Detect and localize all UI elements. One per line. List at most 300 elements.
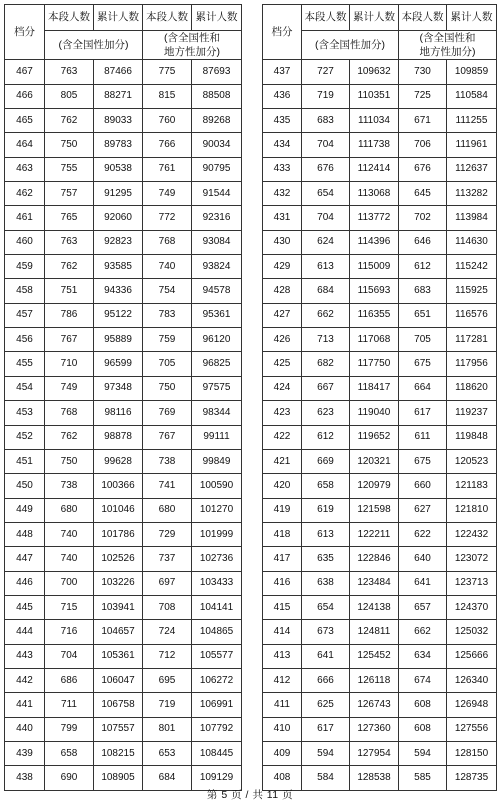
table-row — [5, 474, 242, 498]
cumulative-count-cell: 113068 — [350, 182, 399, 206]
score-cell: 408 — [263, 766, 302, 790]
cumulative-count-cell: 97348 — [94, 376, 143, 400]
segment-count-local-cell: 675 — [399, 352, 447, 376]
table-row — [263, 182, 497, 206]
cumulative-count-cell: 112414 — [350, 157, 399, 181]
segment-count-cell: 755 — [45, 157, 94, 181]
score-cell: 423 — [263, 401, 302, 425]
cumulative-count-header: 累计人数 — [350, 5, 399, 31]
segment-count-local-cell: 729 — [143, 522, 192, 546]
table-row — [263, 84, 497, 108]
segment-count-local-cell: 675 — [399, 449, 447, 473]
score-cell: 459 — [5, 255, 45, 279]
segment-count-local-cell: 712 — [143, 644, 192, 668]
score-cell: 441 — [5, 693, 45, 717]
cumulative-count-local-cell: 121810 — [447, 498, 497, 522]
segment-count-local-cell: 651 — [399, 303, 447, 327]
segment-count-local-cell: 695 — [143, 668, 192, 692]
score-cell: 418 — [263, 522, 302, 546]
cumulative-count-cell: 93585 — [94, 255, 143, 279]
cumulative-count-local-cell: 107792 — [192, 717, 242, 741]
cumulative-count-cell: 98116 — [94, 401, 143, 425]
segment-count-cell: 805 — [45, 84, 94, 108]
segment-count-local-cell: 662 — [399, 620, 447, 644]
segment-count-local-cell: 594 — [399, 741, 447, 765]
segment-count-cell: 711 — [45, 693, 94, 717]
segment-count-cell: 676 — [302, 157, 350, 181]
segment-count-cell: 740 — [45, 547, 94, 571]
score-table-right-body — [263, 5, 497, 791]
table-row — [263, 474, 497, 498]
cumulative-count-cell: 95889 — [94, 328, 143, 352]
segment-count-cell: 617 — [302, 717, 350, 741]
segment-count-cell: 641 — [302, 644, 350, 668]
segment-count-local-cell: 676 — [399, 157, 447, 181]
table-row — [5, 230, 242, 254]
cumulative-count-local-cell: 115242 — [447, 255, 497, 279]
segment-count-cell: 719 — [302, 84, 350, 108]
table-row — [263, 522, 497, 546]
cumulative-count-local-cell: 106272 — [192, 668, 242, 692]
table-row — [263, 449, 497, 473]
segment-count-cell: 713 — [302, 328, 350, 352]
header-row — [263, 5, 497, 31]
local-bonus-note-line2: 地方性加分) — [164, 46, 220, 59]
score-cell: 419 — [263, 498, 302, 522]
table-row — [5, 182, 242, 206]
segment-count-cell: 654 — [302, 182, 350, 206]
score-cell: 436 — [263, 84, 302, 108]
score-cell: 421 — [263, 449, 302, 473]
table-row — [263, 547, 497, 571]
score-cell: 463 — [5, 157, 45, 181]
segment-count-local-cell: 641 — [399, 571, 447, 595]
score-cell: 466 — [5, 84, 45, 108]
segment-count-local-cell: 674 — [399, 668, 447, 692]
segment-count-cell: 662 — [302, 303, 350, 327]
segment-count-local-cell: 772 — [143, 206, 192, 230]
cumulative-count-cell: 126118 — [350, 668, 399, 692]
cumulative-count-local-cell: 99111 — [192, 425, 242, 449]
cumulative-count-cell: 124138 — [350, 595, 399, 619]
segment-count-cell: 710 — [45, 352, 94, 376]
table-row — [5, 303, 242, 327]
cumulative-count-cell: 116355 — [350, 303, 399, 327]
cumulative-count-local-cell: 89268 — [192, 109, 242, 133]
score-cell: 454 — [5, 376, 45, 400]
cumulative-count-local-cell: 126948 — [447, 693, 497, 717]
segment-count-cell: 751 — [45, 279, 94, 303]
cumulative-count-cell: 124811 — [350, 620, 399, 644]
segment-count-local-cell: 769 — [143, 401, 192, 425]
page-footer: 第 5 页 / 共 11 页 — [206, 789, 294, 801]
segment-count-cell: 623 — [302, 401, 350, 425]
segment-count-local-cell: 725 — [399, 84, 447, 108]
cumulative-count-cell: 91295 — [94, 182, 143, 206]
segment-count-local-cell: 680 — [143, 498, 192, 522]
cumulative-count-cell: 120979 — [350, 474, 399, 498]
score-cell: 438 — [5, 766, 45, 790]
segment-count-cell: 750 — [45, 133, 94, 157]
score-cell: 428 — [263, 279, 302, 303]
segment-count-local-cell: 783 — [143, 303, 192, 327]
cumulative-count-local-cell: 100590 — [192, 474, 242, 498]
cumulative-count-cell: 114396 — [350, 230, 399, 254]
cumulative-count-local-cell: 123072 — [447, 547, 497, 571]
score-cell: 409 — [263, 741, 302, 765]
segment-count-cell: 658 — [302, 474, 350, 498]
segment-count-cell: 683 — [302, 109, 350, 133]
segment-count-local-cell: 697 — [143, 571, 192, 595]
score-table-right — [262, 4, 497, 791]
segment-count-cell: 750 — [45, 449, 94, 473]
score-cell: 462 — [5, 182, 45, 206]
score-cell: 450 — [5, 474, 45, 498]
score-cell: 410 — [263, 717, 302, 741]
cumulative-count-local-cell: 101270 — [192, 498, 242, 522]
table-row — [263, 157, 497, 181]
segment-count-cell: 749 — [45, 376, 94, 400]
segment-count-local-cell: 724 — [143, 620, 192, 644]
national-bonus-note: (含全国性加分) — [302, 31, 399, 60]
cumulative-count-local-cell: 93084 — [192, 230, 242, 254]
segment-count-cell: 727 — [302, 60, 350, 84]
score-cell: 439 — [5, 741, 45, 765]
segment-count-cell: 704 — [302, 206, 350, 230]
table-row — [5, 352, 242, 376]
segment-count-cell: 690 — [45, 766, 94, 790]
cumulative-count-cell: 103941 — [94, 595, 143, 619]
segment-count-local-cell: 760 — [143, 109, 192, 133]
cumulative-count-cell: 95122 — [94, 303, 143, 327]
cumulative-count-cell: 115693 — [350, 279, 399, 303]
segment-count-local-cell: 750 — [143, 376, 192, 400]
score-column-header: 档分 — [5, 5, 45, 60]
cumulative-count-cell: 118417 — [350, 376, 399, 400]
cumulative-count-local-cell: 113282 — [447, 182, 497, 206]
cumulative-count-local-cell: 115925 — [447, 279, 497, 303]
segment-count-cell: 612 — [302, 425, 350, 449]
segment-count-header: 本段人数 — [399, 5, 447, 31]
cumulative-count-local-cell: 92316 — [192, 206, 242, 230]
segment-count-cell: 740 — [45, 522, 94, 546]
segment-count-cell: 613 — [302, 522, 350, 546]
cumulative-count-cell: 127360 — [350, 717, 399, 741]
score-cell: 453 — [5, 401, 45, 425]
cumulative-count-local-cell: 105577 — [192, 644, 242, 668]
table-row — [263, 352, 497, 376]
table-row — [5, 157, 242, 181]
table-row — [5, 206, 242, 230]
cumulative-count-header: 累计人数 — [192, 5, 242, 31]
score-column-header: 档分 — [263, 5, 302, 60]
table-row — [263, 303, 497, 327]
segment-count-cell: 658 — [45, 741, 94, 765]
cumulative-count-cell: 117750 — [350, 352, 399, 376]
cumulative-count-local-cell: 96120 — [192, 328, 242, 352]
cumulative-count-local-cell: 108445 — [192, 741, 242, 765]
table-row — [263, 255, 497, 279]
segment-count-local-cell: 684 — [143, 766, 192, 790]
cumulative-count-local-cell: 114630 — [447, 230, 497, 254]
table-row — [5, 109, 242, 133]
segment-count-local-cell: 815 — [143, 84, 192, 108]
cumulative-count-cell: 106758 — [94, 693, 143, 717]
cumulative-count-local-cell: 127556 — [447, 717, 497, 741]
table-row — [263, 401, 497, 425]
cumulative-count-local-cell: 123713 — [447, 571, 497, 595]
score-cell: 424 — [263, 376, 302, 400]
local-bonus-note — [143, 31, 242, 60]
score-cell: 417 — [263, 547, 302, 571]
table-row — [5, 279, 242, 303]
cumulative-count-local-cell: 90034 — [192, 133, 242, 157]
cumulative-count-cell: 102526 — [94, 547, 143, 571]
table-row — [5, 328, 242, 352]
score-cell: 448 — [5, 522, 45, 546]
table-row — [263, 717, 497, 741]
score-cell: 445 — [5, 595, 45, 619]
score-cell: 449 — [5, 498, 45, 522]
cumulative-count-cell: 94336 — [94, 279, 143, 303]
cumulative-count-cell: 105361 — [94, 644, 143, 668]
score-cell: 412 — [263, 668, 302, 692]
cumulative-count-header: 累计人数 — [447, 5, 497, 31]
cumulative-count-local-cell: 94578 — [192, 279, 242, 303]
segment-count-local-cell: 640 — [399, 547, 447, 571]
segment-count-cell: 738 — [45, 474, 94, 498]
score-cell: 452 — [5, 425, 45, 449]
cumulative-count-cell: 127954 — [350, 741, 399, 765]
cumulative-count-local-cell: 95361 — [192, 303, 242, 327]
cumulative-count-cell: 111738 — [350, 133, 399, 157]
segment-count-cell: 763 — [45, 230, 94, 254]
cumulative-count-local-cell: 128150 — [447, 741, 497, 765]
segment-count-local-cell: 705 — [399, 328, 447, 352]
segment-count-local-cell: 749 — [143, 182, 192, 206]
segment-count-local-cell: 759 — [143, 328, 192, 352]
table-row — [263, 279, 497, 303]
cumulative-count-local-cell: 118620 — [447, 376, 497, 400]
cumulative-count-cell: 123484 — [350, 571, 399, 595]
cumulative-count-cell: 89783 — [94, 133, 143, 157]
cumulative-count-cell: 111034 — [350, 109, 399, 133]
cumulative-count-cell: 108905 — [94, 766, 143, 790]
score-cell: 465 — [5, 109, 45, 133]
segment-count-local-cell: 766 — [143, 133, 192, 157]
score-cell: 431 — [263, 206, 302, 230]
cumulative-count-cell: 117068 — [350, 328, 399, 352]
score-table-left-body — [5, 5, 242, 791]
table-row — [263, 133, 497, 157]
segment-count-cell: 619 — [302, 498, 350, 522]
header-row — [5, 5, 242, 31]
score-cell: 430 — [263, 230, 302, 254]
table-row — [263, 230, 497, 254]
segment-count-local-cell: 730 — [399, 60, 447, 84]
score-cell: 457 — [5, 303, 45, 327]
cumulative-count-cell: 119652 — [350, 425, 399, 449]
score-cell: 437 — [263, 60, 302, 84]
table-row — [263, 60, 497, 84]
table-row — [5, 376, 242, 400]
segment-count-local-cell: 585 — [399, 766, 447, 790]
segment-count-local-cell: 775 — [143, 60, 192, 84]
cumulative-count-local-cell: 111961 — [447, 133, 497, 157]
segment-count-local-cell: 627 — [399, 498, 447, 522]
segment-count-local-cell: 683 — [399, 279, 447, 303]
segment-count-local-cell: 754 — [143, 279, 192, 303]
segment-count-cell: 584 — [302, 766, 350, 790]
cumulative-count-cell: 101786 — [94, 522, 143, 546]
cumulative-count-local-cell: 119848 — [447, 425, 497, 449]
cumulative-count-local-cell: 103433 — [192, 571, 242, 595]
segment-count-local-cell: 801 — [143, 717, 192, 741]
segment-count-local-cell: 617 — [399, 401, 447, 425]
cumulative-count-local-cell: 104865 — [192, 620, 242, 644]
segment-count-local-cell: 702 — [399, 206, 447, 230]
cumulative-count-local-cell: 121183 — [447, 474, 497, 498]
cumulative-count-cell: 100366 — [94, 474, 143, 498]
segment-count-local-cell: 719 — [143, 693, 192, 717]
score-cell: 416 — [263, 571, 302, 595]
score-cell: 460 — [5, 230, 45, 254]
cumulative-count-local-cell: 125032 — [447, 620, 497, 644]
cumulative-count-cell: 89033 — [94, 109, 143, 133]
table-row — [5, 693, 242, 717]
segment-count-cell: 700 — [45, 571, 94, 595]
segment-count-local-cell: 738 — [143, 449, 192, 473]
segment-count-cell: 799 — [45, 717, 94, 741]
score-cell: 422 — [263, 425, 302, 449]
score-cell: 446 — [5, 571, 45, 595]
score-cell: 434 — [263, 133, 302, 157]
segment-count-cell: 765 — [45, 206, 94, 230]
segment-count-local-cell: 671 — [399, 109, 447, 133]
cumulative-count-local-cell: 90795 — [192, 157, 242, 181]
cumulative-count-local-cell: 126340 — [447, 668, 497, 692]
table-row — [5, 449, 242, 473]
cumulative-count-local-cell: 117281 — [447, 328, 497, 352]
segment-count-cell: 635 — [302, 547, 350, 571]
segment-count-cell: 768 — [45, 401, 94, 425]
score-cell: 420 — [263, 474, 302, 498]
segment-count-local-cell: 768 — [143, 230, 192, 254]
cumulative-count-local-cell: 109859 — [447, 60, 497, 84]
cumulative-count-local-cell: 97575 — [192, 376, 242, 400]
segment-count-cell: 594 — [302, 741, 350, 765]
segment-count-cell: 667 — [302, 376, 350, 400]
segment-count-local-cell: 634 — [399, 644, 447, 668]
segment-count-cell: 673 — [302, 620, 350, 644]
segment-count-local-cell: 611 — [399, 425, 447, 449]
cumulative-count-local-cell: 102736 — [192, 547, 242, 571]
score-cell: 414 — [263, 620, 302, 644]
segment-count-cell: 763 — [45, 60, 94, 84]
score-cell: 427 — [263, 303, 302, 327]
cumulative-count-local-cell: 116576 — [447, 303, 497, 327]
segment-count-cell: 762 — [45, 255, 94, 279]
segment-count-local-cell: 664 — [399, 376, 447, 400]
score-cell: 442 — [5, 668, 45, 692]
segment-count-cell: 680 — [45, 498, 94, 522]
cumulative-count-local-cell: 117956 — [447, 352, 497, 376]
national-bonus-note: (含全国性加分) — [45, 31, 143, 60]
table-row — [263, 595, 497, 619]
table-row — [263, 425, 497, 449]
cumulative-count-local-cell: 87693 — [192, 60, 242, 84]
cumulative-count-cell: 103226 — [94, 571, 143, 595]
table-row — [5, 547, 242, 571]
cumulative-count-local-cell: 109129 — [192, 766, 242, 790]
score-cell: 455 — [5, 352, 45, 376]
table-row — [5, 425, 242, 449]
cumulative-count-local-cell: 112637 — [447, 157, 497, 181]
cumulative-count-cell: 101046 — [94, 498, 143, 522]
cumulative-count-local-cell: 96825 — [192, 352, 242, 376]
table-row — [263, 741, 497, 765]
cumulative-count-cell: 104657 — [94, 620, 143, 644]
local-bonus-note — [399, 31, 497, 60]
table-row — [5, 571, 242, 595]
table-row — [5, 741, 242, 765]
cumulative-count-cell: 125452 — [350, 644, 399, 668]
score-cell: 411 — [263, 693, 302, 717]
segment-count-cell: 666 — [302, 668, 350, 692]
segment-count-local-cell: 653 — [143, 741, 192, 765]
cumulative-count-local-cell: 104141 — [192, 595, 242, 619]
segment-count-header: 本段人数 — [143, 5, 192, 31]
score-cell: 456 — [5, 328, 45, 352]
segment-count-cell: 704 — [45, 644, 94, 668]
local-bonus-note-line1: (含全国性和 — [164, 32, 220, 44]
cumulative-count-cell: 122211 — [350, 522, 399, 546]
segment-count-local-cell: 657 — [399, 595, 447, 619]
cumulative-count-cell: 113772 — [350, 206, 399, 230]
score-cell: 413 — [263, 644, 302, 668]
score-cell: 425 — [263, 352, 302, 376]
cumulative-count-local-cell: 113984 — [447, 206, 497, 230]
cumulative-count-cell: 98878 — [94, 425, 143, 449]
table-row — [263, 693, 497, 717]
score-cell: 432 — [263, 182, 302, 206]
segment-count-local-cell: 645 — [399, 182, 447, 206]
cumulative-count-cell: 115009 — [350, 255, 399, 279]
cumulative-count-cell: 121598 — [350, 498, 399, 522]
score-cell: 433 — [263, 157, 302, 181]
table-row — [5, 522, 242, 546]
table-row — [263, 328, 497, 352]
segment-count-cell: 625 — [302, 693, 350, 717]
segment-count-local-cell: 705 — [143, 352, 192, 376]
cumulative-count-cell: 92060 — [94, 206, 143, 230]
segment-count-local-cell: 622 — [399, 522, 447, 546]
cumulative-count-cell: 122846 — [350, 547, 399, 571]
table-row — [5, 595, 242, 619]
cumulative-count-cell: 88271 — [94, 84, 143, 108]
segment-count-cell: 613 — [302, 255, 350, 279]
segment-count-cell: 704 — [302, 133, 350, 157]
local-bonus-note-line1: (含全国性和 — [419, 32, 476, 44]
segment-count-local-cell: 761 — [143, 157, 192, 181]
table-row — [263, 376, 497, 400]
table-row — [5, 84, 242, 108]
score-cell: 447 — [5, 547, 45, 571]
score-cell: 429 — [263, 255, 302, 279]
table-row — [263, 644, 497, 668]
table-row — [5, 717, 242, 741]
cumulative-count-local-cell: 122432 — [447, 522, 497, 546]
